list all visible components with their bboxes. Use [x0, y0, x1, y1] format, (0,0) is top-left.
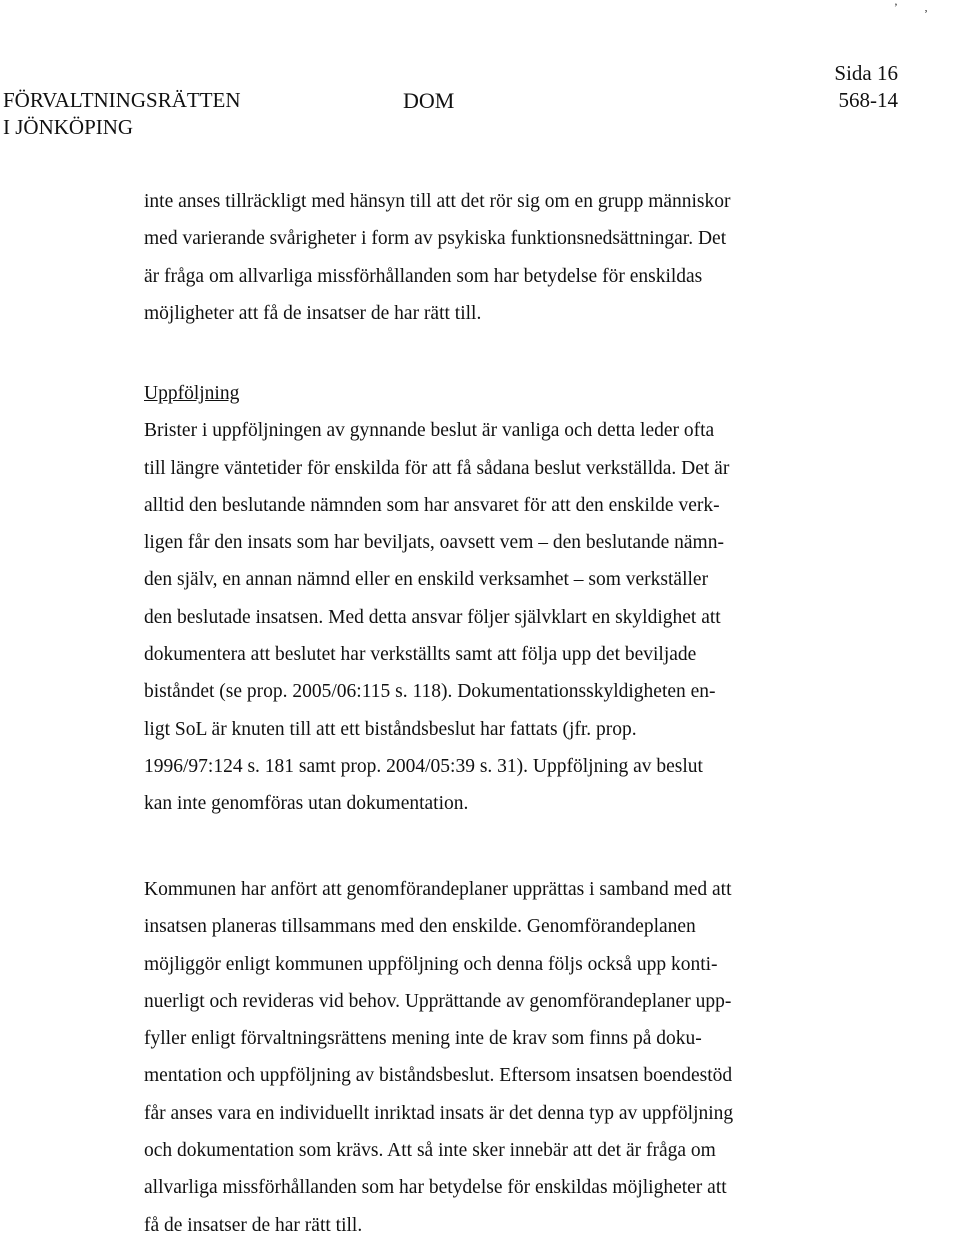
document-type: DOM	[403, 88, 455, 113]
text-line: allvarliga missförhållanden som har betydelse för enskildas möjligheter att	[144, 1177, 727, 1199]
text-line: få de insatser de har rätt till.	[144, 1214, 363, 1236]
text-line: mentation och uppföljning av biståndsbeslut. Eftersom insatsen boendestöd	[144, 1065, 733, 1087]
text-line: är fråga om allvarliga missförhållanden som har betydelse för enskildas	[144, 265, 703, 287]
section-uppfoljning	[144, 375, 804, 823]
paragraph-3	[144, 871, 804, 1244]
text-line: inte anses tillräckligt med hänsyn till att det rör sig om en grupp människor	[144, 191, 731, 212]
text-line: får anses vara en individuellt inriktad insats är det denna typ av uppföljning	[144, 1102, 734, 1124]
text-line: fyller enligt förvaltningsrättens mening inte de krav som finns på doku-	[144, 1028, 702, 1050]
section-heading: Uppföljning	[144, 383, 240, 404]
court-name-line-1: FÖRVALTNINGSRÄTTEN	[3, 88, 241, 112]
court-name-line-2: I JÖNKÖPING	[3, 115, 134, 139]
text-line: nuerligt och revideras vid behov. Upprättande av genomförandeplaner upp-	[144, 990, 732, 1012]
page-number: Sida 16	[834, 61, 898, 85]
text-line: Kommunen har anfört att genomförandeplaner upprättas i samband med att	[144, 879, 732, 900]
text-line: den beslutade insatsen. Med detta ansvar följer självklart en skyldighet att	[144, 606, 721, 628]
text-line: alltid den beslutande nämnden som har ansvaret för att den enskilde verk-	[144, 494, 720, 516]
text-line: ligt SoL är knuten till att ett biståndsbeslut har fattats (jfr. prop.	[144, 718, 637, 740]
text-line: den själv, en annan nämnd eller en enskild verksamhet – som verkställer	[144, 569, 709, 591]
text-line: möjliggör enligt kommunen uppföljning och denna följs också upp konti-	[144, 953, 718, 975]
text-line: ligen får den insats som har beviljats, oavsett vem – den beslutande nämn-	[144, 532, 724, 554]
text-line: dokumentera att beslutet har verkställts samt att följa upp det beviljade	[144, 644, 697, 666]
text-line: med varierande svårigheter i form av psykiska funktionsnedsättningar. Det	[144, 228, 727, 250]
text-line: och dokumentation som krävs. Att så inte sker innebär att det är fråga om	[144, 1140, 716, 1162]
text-line: till längre väntetider för enskilda för att få sådana beslut verkställda. Det är	[144, 457, 730, 479]
text-line: möjligheter att få de insatser de har rätt till.	[144, 302, 482, 324]
scan-specks: ’ ‚	[893, 0, 940, 14]
text-line: 1996/97:124 s. 181 samt prop. 2004/05:39 s. 31). Uppföljning av beslut	[144, 755, 703, 777]
text-line: kan inte genomföras utan dokumentation.	[144, 793, 469, 815]
text-line: biståndet (se prop. 2005/06:115 s. 118). Dokumentationsskyldigheten en-	[144, 681, 716, 703]
paragraph-1	[144, 183, 804, 332]
text-line: insatsen planeras tillsammans med den enskilde. Genomförandeplanen	[144, 916, 696, 938]
text-line: Brister i uppföljningen av gynnande beslut är vanliga och detta leder ofta	[144, 420, 715, 442]
court-name	[3, 87, 241, 141]
page-info	[834, 60, 898, 114]
case-number: 568-14	[838, 88, 898, 112]
